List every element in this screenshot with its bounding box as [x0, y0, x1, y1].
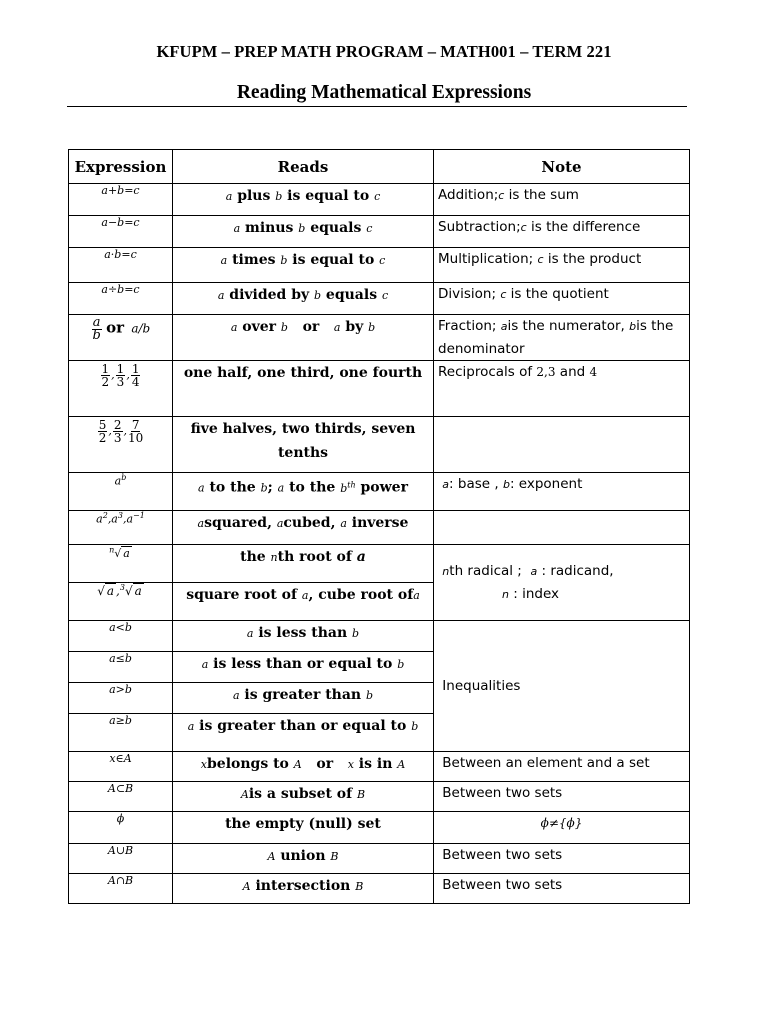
- reads-cell: a divided by b equals c: [173, 283, 434, 315]
- note-cell: Between two sets: [434, 782, 690, 812]
- reads-cell: Ais a subset of B: [173, 782, 434, 812]
- column-header-reads: Reads: [173, 150, 434, 184]
- column-header-expression: Expression: [69, 150, 173, 184]
- note-cell: [434, 511, 690, 545]
- expression-cell: a−b=c: [69, 216, 173, 248]
- table-row: [69, 473, 690, 511]
- page-title: Reading Mathematical Expressions: [236, 82, 532, 103]
- expression-cell: a<b: [69, 621, 173, 652]
- reads-cell: a plus b is equal to c: [173, 184, 434, 216]
- expression-cell: x∈A: [69, 752, 173, 782]
- reads-cell: a is less than or equal to b: [173, 652, 434, 683]
- expression-cell: $a^2,a^3,a^{-1}$: [69, 511, 173, 545]
- reads-cell: A union B: [173, 844, 434, 874]
- note-cell: Between two sets: [434, 844, 690, 874]
- table-row: [69, 216, 690, 248]
- reads-cell: one half, one third, one fourth: [173, 361, 434, 417]
- table-row: [69, 752, 690, 782]
- note-cell: Between an element and a set: [434, 752, 690, 782]
- note-cell: Subtraction;c is the difference: [434, 216, 690, 248]
- table-row: [69, 812, 690, 844]
- note-cell: nth radical ; a : radicand, n : index: [434, 545, 690, 621]
- table-row: [69, 361, 690, 417]
- title-underline: [67, 106, 687, 107]
- note-cell: Inequalities: [434, 621, 690, 752]
- expression-cell: $a^b$: [69, 473, 173, 511]
- reads-cell: a over b or a by b: [173, 315, 434, 361]
- expression-cell: A⊂B: [69, 782, 173, 812]
- reads-cell: asquared, acubed, a inverse: [173, 511, 434, 545]
- expression-cell: a≤b: [69, 652, 173, 683]
- reads-cell: a is greater than or equal to b: [173, 714, 434, 752]
- table-row: [69, 874, 690, 904]
- fraction-a-over-b: $\frac{a}{b}$: [92, 315, 101, 343]
- table-row: [69, 545, 690, 583]
- note-cell: Reciprocals of 2,3 and 4: [434, 361, 690, 417]
- course-header: KFUPM – PREP MATH PROGRAM – MATH001 – TERM 221: [156, 42, 612, 61]
- note-cell: a: base , b: exponent: [434, 473, 690, 511]
- table-row: [69, 283, 690, 315]
- reads-cell: the empty (null) set: [173, 812, 434, 844]
- note-cell: [434, 417, 690, 473]
- reads-cell: square root of a, cube root ofa: [173, 583, 434, 621]
- expressions-table: [68, 149, 690, 904]
- table-row: [69, 782, 690, 812]
- table-row: [69, 621, 690, 652]
- reads-cell: A intersection B: [173, 874, 434, 904]
- expression-cell: $^n$√ a: [69, 545, 173, 583]
- table-row: [69, 184, 690, 216]
- expression-cell: ϕ: [69, 812, 173, 844]
- expression-cell: a·b=c: [69, 248, 173, 283]
- note-cell: Multiplication; c is the product: [434, 248, 690, 283]
- expression-cell: a+b=c: [69, 184, 173, 216]
- reads-cell: a to the b; a to the $b^{th}$ power: [173, 473, 434, 511]
- expression-cell: a÷b=c: [69, 283, 173, 315]
- expression-cell: $\frac{a}{b}$ or a/b: [69, 315, 173, 361]
- table-row: [69, 315, 690, 361]
- reads-cell: the nth root of a: [173, 545, 434, 583]
- expression-cell: $\frac{5}{2}$ , $\frac{2}{3}$ , $\frac{7}{10}$: [69, 417, 173, 473]
- note-cell: ϕ≠{ϕ}: [434, 812, 690, 844]
- table-row: [69, 511, 690, 545]
- reads-cell: a is greater than b: [173, 683, 434, 714]
- reads-cell: a is less than b: [173, 621, 434, 652]
- expression-cell: √ a ,$^3$√ a: [69, 583, 173, 621]
- note-cell: Division; c is the quotient: [434, 283, 690, 315]
- reads-cell: xbelongs to A or x is in A: [173, 752, 434, 782]
- table-row: [69, 844, 690, 874]
- reads-cell: a times b is equal to c: [173, 248, 434, 283]
- table-row: [69, 417, 690, 473]
- expression-cell: a>b: [69, 683, 173, 714]
- note-cell: Fraction; ais the numerator, bis the denominator: [434, 315, 690, 361]
- reads-cell: five halves, two thirds, seven tenths: [173, 417, 434, 473]
- expression-cell: A∩B: [69, 874, 173, 904]
- table-header-row: [69, 150, 690, 184]
- expression-cell: a≥b: [69, 714, 173, 752]
- table-row: [69, 248, 690, 283]
- expression-cell: A∪B: [69, 844, 173, 874]
- reads-cell: a minus b equals c: [173, 216, 434, 248]
- column-header-note: Note: [434, 150, 690, 184]
- expression-cell: $\frac{1}{2}$ , $\frac{1}{3}$ , $\frac{1}{4}$: [69, 361, 173, 417]
- note-cell: Addition;c is the sum: [434, 184, 690, 216]
- note-cell: Between two sets: [434, 874, 690, 904]
